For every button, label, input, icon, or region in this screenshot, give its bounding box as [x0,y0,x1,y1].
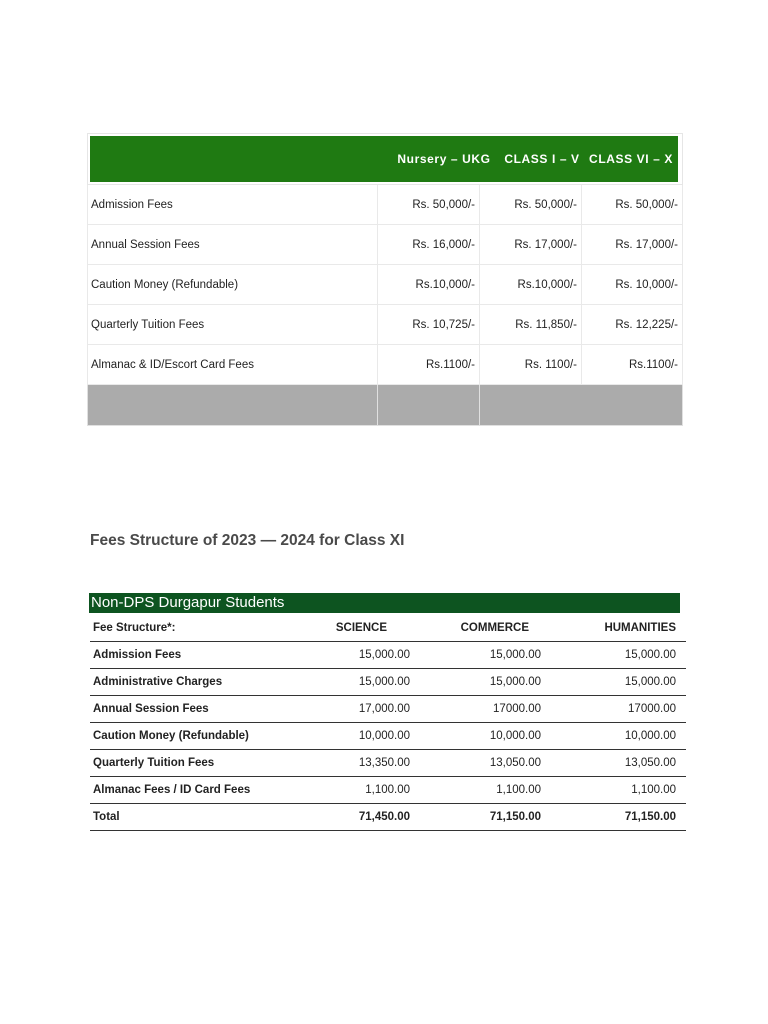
table-header-bar [90,136,678,182]
row-label: Annual Session Fees [90,696,290,723]
header-humanities: HUMANITIES [551,615,686,642]
row-value: Rs.10,000/- [480,265,582,305]
table-row [90,777,686,804]
table-row [88,345,683,385]
table-row [90,696,686,723]
row-value: 15,000.00 [290,642,420,669]
total-label: Total [90,804,290,831]
student-group-banner: Non-DPS Durgapur Students [89,593,680,613]
row-label: Admission Fees [88,185,378,225]
row-label: Admission Fees [90,642,290,669]
row-value: 17,000.00 [290,696,420,723]
table-row [90,642,686,669]
total-row [90,804,686,831]
total-value: 71,450.00 [290,804,420,831]
row-value: 15,000.00 [420,642,551,669]
row-value: 15,000.00 [551,642,686,669]
row-value: Rs.1100/- [582,345,683,385]
row-value: 17000.00 [551,696,686,723]
row-value: Rs. 12,225/- [582,305,683,345]
table-footer-row [88,385,683,426]
table-row [88,225,683,265]
row-value: 1,100.00 [290,777,420,804]
row-label: Caution Money (Refundable) [90,723,290,750]
fees-table-primary [87,133,683,426]
row-value: 17000.00 [420,696,551,723]
row-value: Rs. 10,000/- [582,265,683,305]
row-label: Quarterly Tuition Fees [88,305,378,345]
row-value: 10,000.00 [290,723,420,750]
row-value: Rs. 10,725/- [378,305,480,345]
row-value: Rs. 1100/- [480,345,582,385]
row-label: Administrative Charges [90,669,290,696]
row-value: 15,000.00 [551,669,686,696]
total-value: 71,150.00 [420,804,551,831]
fees-table-class-xi [90,615,686,831]
row-value: Rs.10,000/- [378,265,480,305]
table-row [90,669,686,696]
header-class-vi-x: CLASS VI – X [589,152,673,166]
row-value: 13,050.00 [551,750,686,777]
row-label: Almanac & ID/Escort Card Fees [88,345,378,385]
row-value: 10,000.00 [551,723,686,750]
row-value: 15,000.00 [290,669,420,696]
header-class-i-v: CLASS I – V [504,152,580,166]
table-row [88,185,683,225]
header-science: SCIENCE [290,615,420,642]
table-header-row [88,134,683,185]
header-nursery-ukg: Nursery – UKG [397,152,491,166]
row-value: 13,050.00 [420,750,551,777]
row-label: Quarterly Tuition Fees [90,750,290,777]
row-value: Rs. 50,000/- [582,185,683,225]
row-value: 10,000.00 [420,723,551,750]
row-label: Caution Money (Refundable) [88,265,378,305]
row-label: Annual Session Fees [88,225,378,265]
table-row [90,723,686,750]
row-value: 1,100.00 [551,777,686,804]
row-value: Rs. 50,000/- [378,185,480,225]
row-value: 1,100.00 [420,777,551,804]
total-value: 71,150.00 [551,804,686,831]
header-commerce: COMMERCE [420,615,551,642]
row-value: Rs. 11,850/- [480,305,582,345]
row-value: 13,350.00 [290,750,420,777]
table-header-row [90,615,686,642]
row-value: Rs. 50,000/- [480,185,582,225]
table-row [90,750,686,777]
table-row [88,265,683,305]
section-heading: Fees Structure of 2023 — 2024 for Class XI [90,532,405,549]
table-row [88,305,683,345]
row-value: Rs. 17,000/- [582,225,683,265]
row-value: Rs. 17,000/- [480,225,582,265]
row-value: Rs. 16,000/- [378,225,480,265]
header-fee-structure: Fee Structure*: [90,615,290,642]
row-value: 15,000.00 [420,669,551,696]
row-value: Rs.1100/- [378,345,480,385]
row-label: Almanac Fees / ID Card Fees [90,777,290,804]
